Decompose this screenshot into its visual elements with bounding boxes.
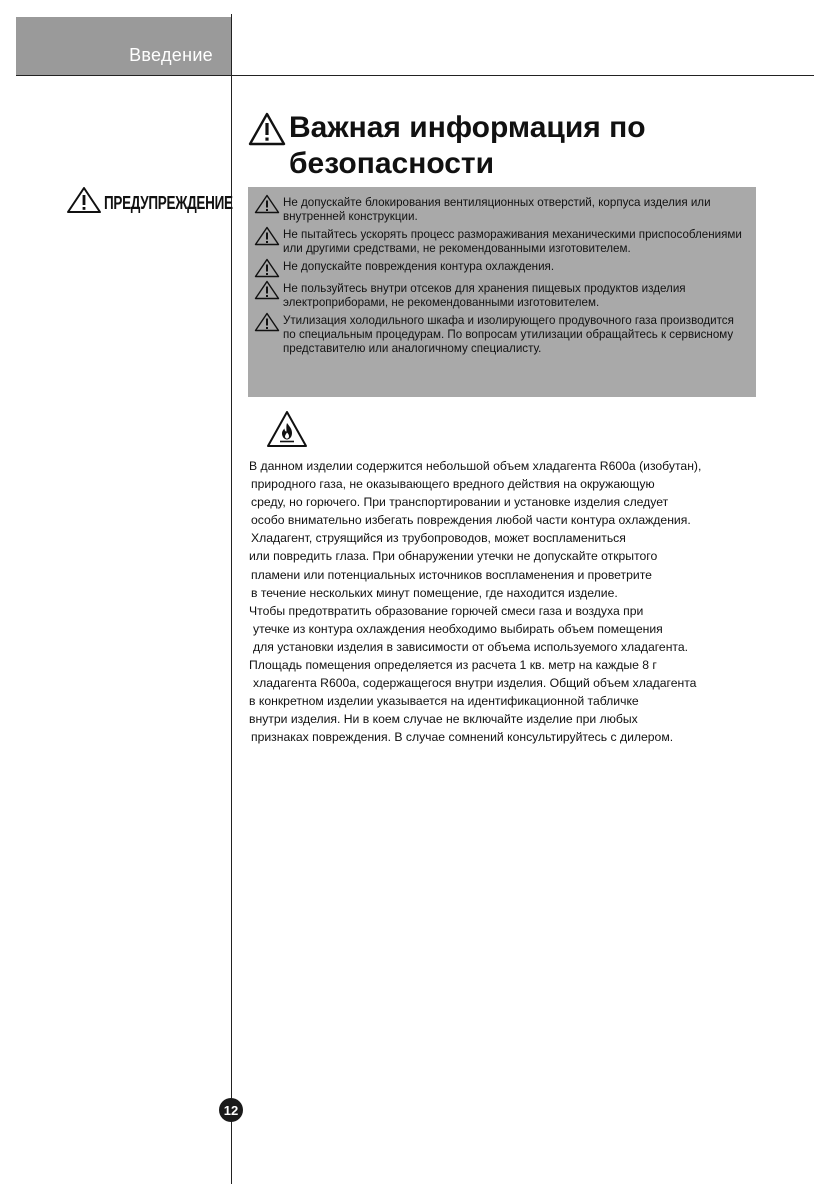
warning-triangle-icon [254,226,280,246]
title-line-2: безопасности [289,147,495,180]
warnings-box [248,187,756,397]
warning-triangle-icon [254,194,280,214]
page-title [248,110,788,182]
body-line: Чтобы предотвратить образование горючей смеси газа и воздуха при [249,603,644,618]
warning-triangle-icon [254,280,280,300]
body-line: пламени или потенциальных источников воспламенения и проветрите [251,567,652,582]
section-header-tab [16,17,231,75]
body-line: Хладагент, струящийся из трубопроводов, может воспламениться [251,531,626,546]
body-line: в конкретном изделии указывается на идентификационной табличке [249,694,639,709]
warning-text: Не пользуйтесь внутри отсеков для хранения пищевых продуктов изделия электроприборами, не рекомендованными изготовителем. [283,282,686,309]
body-text [249,457,759,747]
warning-item [254,260,748,278]
warning-triangle-icon [66,186,102,214]
body-line: в течение нескольких минут помещение, где находится изделие. [251,585,618,600]
warning-text: Не пытайтесь ускорять процесс размораживания механическими приспособлениями или другими средствами, не рекомендованными изготовителем. [283,228,742,255]
body-line: утечке из контура охлаждения необходимо выбирать объем помещения [253,621,663,636]
warning-item [254,228,748,256]
body-line: природного газа, не оказывающего вредного действия на окружающую [251,477,655,492]
warning-item [254,282,748,310]
body-line: В данном изделии содержится небольшой объем хладагента R600a (изобутан), [249,459,702,473]
page-number: 12 [219,1098,243,1122]
body-line: среду, но горючего. При транспортировании и установке изделия следует [251,495,669,510]
warning-triangle-icon [248,112,286,146]
warning-item [254,314,748,356]
warning-text: Не допускайте блокирования вентиляционных отверстий, корпуса изделия или внутренней конструкции. [283,196,711,223]
body-line: для установки изделия в зависимости от объема используемого хладагента. [253,639,689,654]
section-label: Введение [129,45,213,65]
warning-item [254,196,748,224]
title-line-1: Важная информация по [289,111,646,144]
horizontal-divider [16,75,814,76]
flammable-warning-icon [266,410,308,448]
body-line: признаках повреждения. В случае сомнений консультируйтесь с дилером. [251,730,674,745]
warning-triangle-icon [254,312,280,332]
body-line: хладагента R600a, содержащегося внутри изделия. Общий объем хладагента [253,676,697,691]
warning-label [66,186,233,214]
warning-text: Утилизация холодильного шкафа и изолирующего продувочного газа производится по специальным процедурам. По вопросам утилизации обращайтесь к сервисному представителю или аналогичному специалисту. [283,314,734,355]
body-line: внутри изделия. Ни в коем случае не включайте изделие при любых [249,712,638,727]
warning-triangle-icon [254,258,280,278]
body-line: Площадь помещения определяется из расчета 1 кв. метр на каждые 8 г [249,658,657,673]
body-line: или повредить глаза. При обнаружении утечки не допускайте открытого [249,549,658,564]
warning-text: Не допускайте повреждения контура охлаждения. [283,260,555,273]
body-line: особо внимательно избегать повреждения любой части контура охлаждения. [251,513,691,528]
warning-label-text: ПРЕДУПРЕЖДЕНИЕ [104,192,233,213]
